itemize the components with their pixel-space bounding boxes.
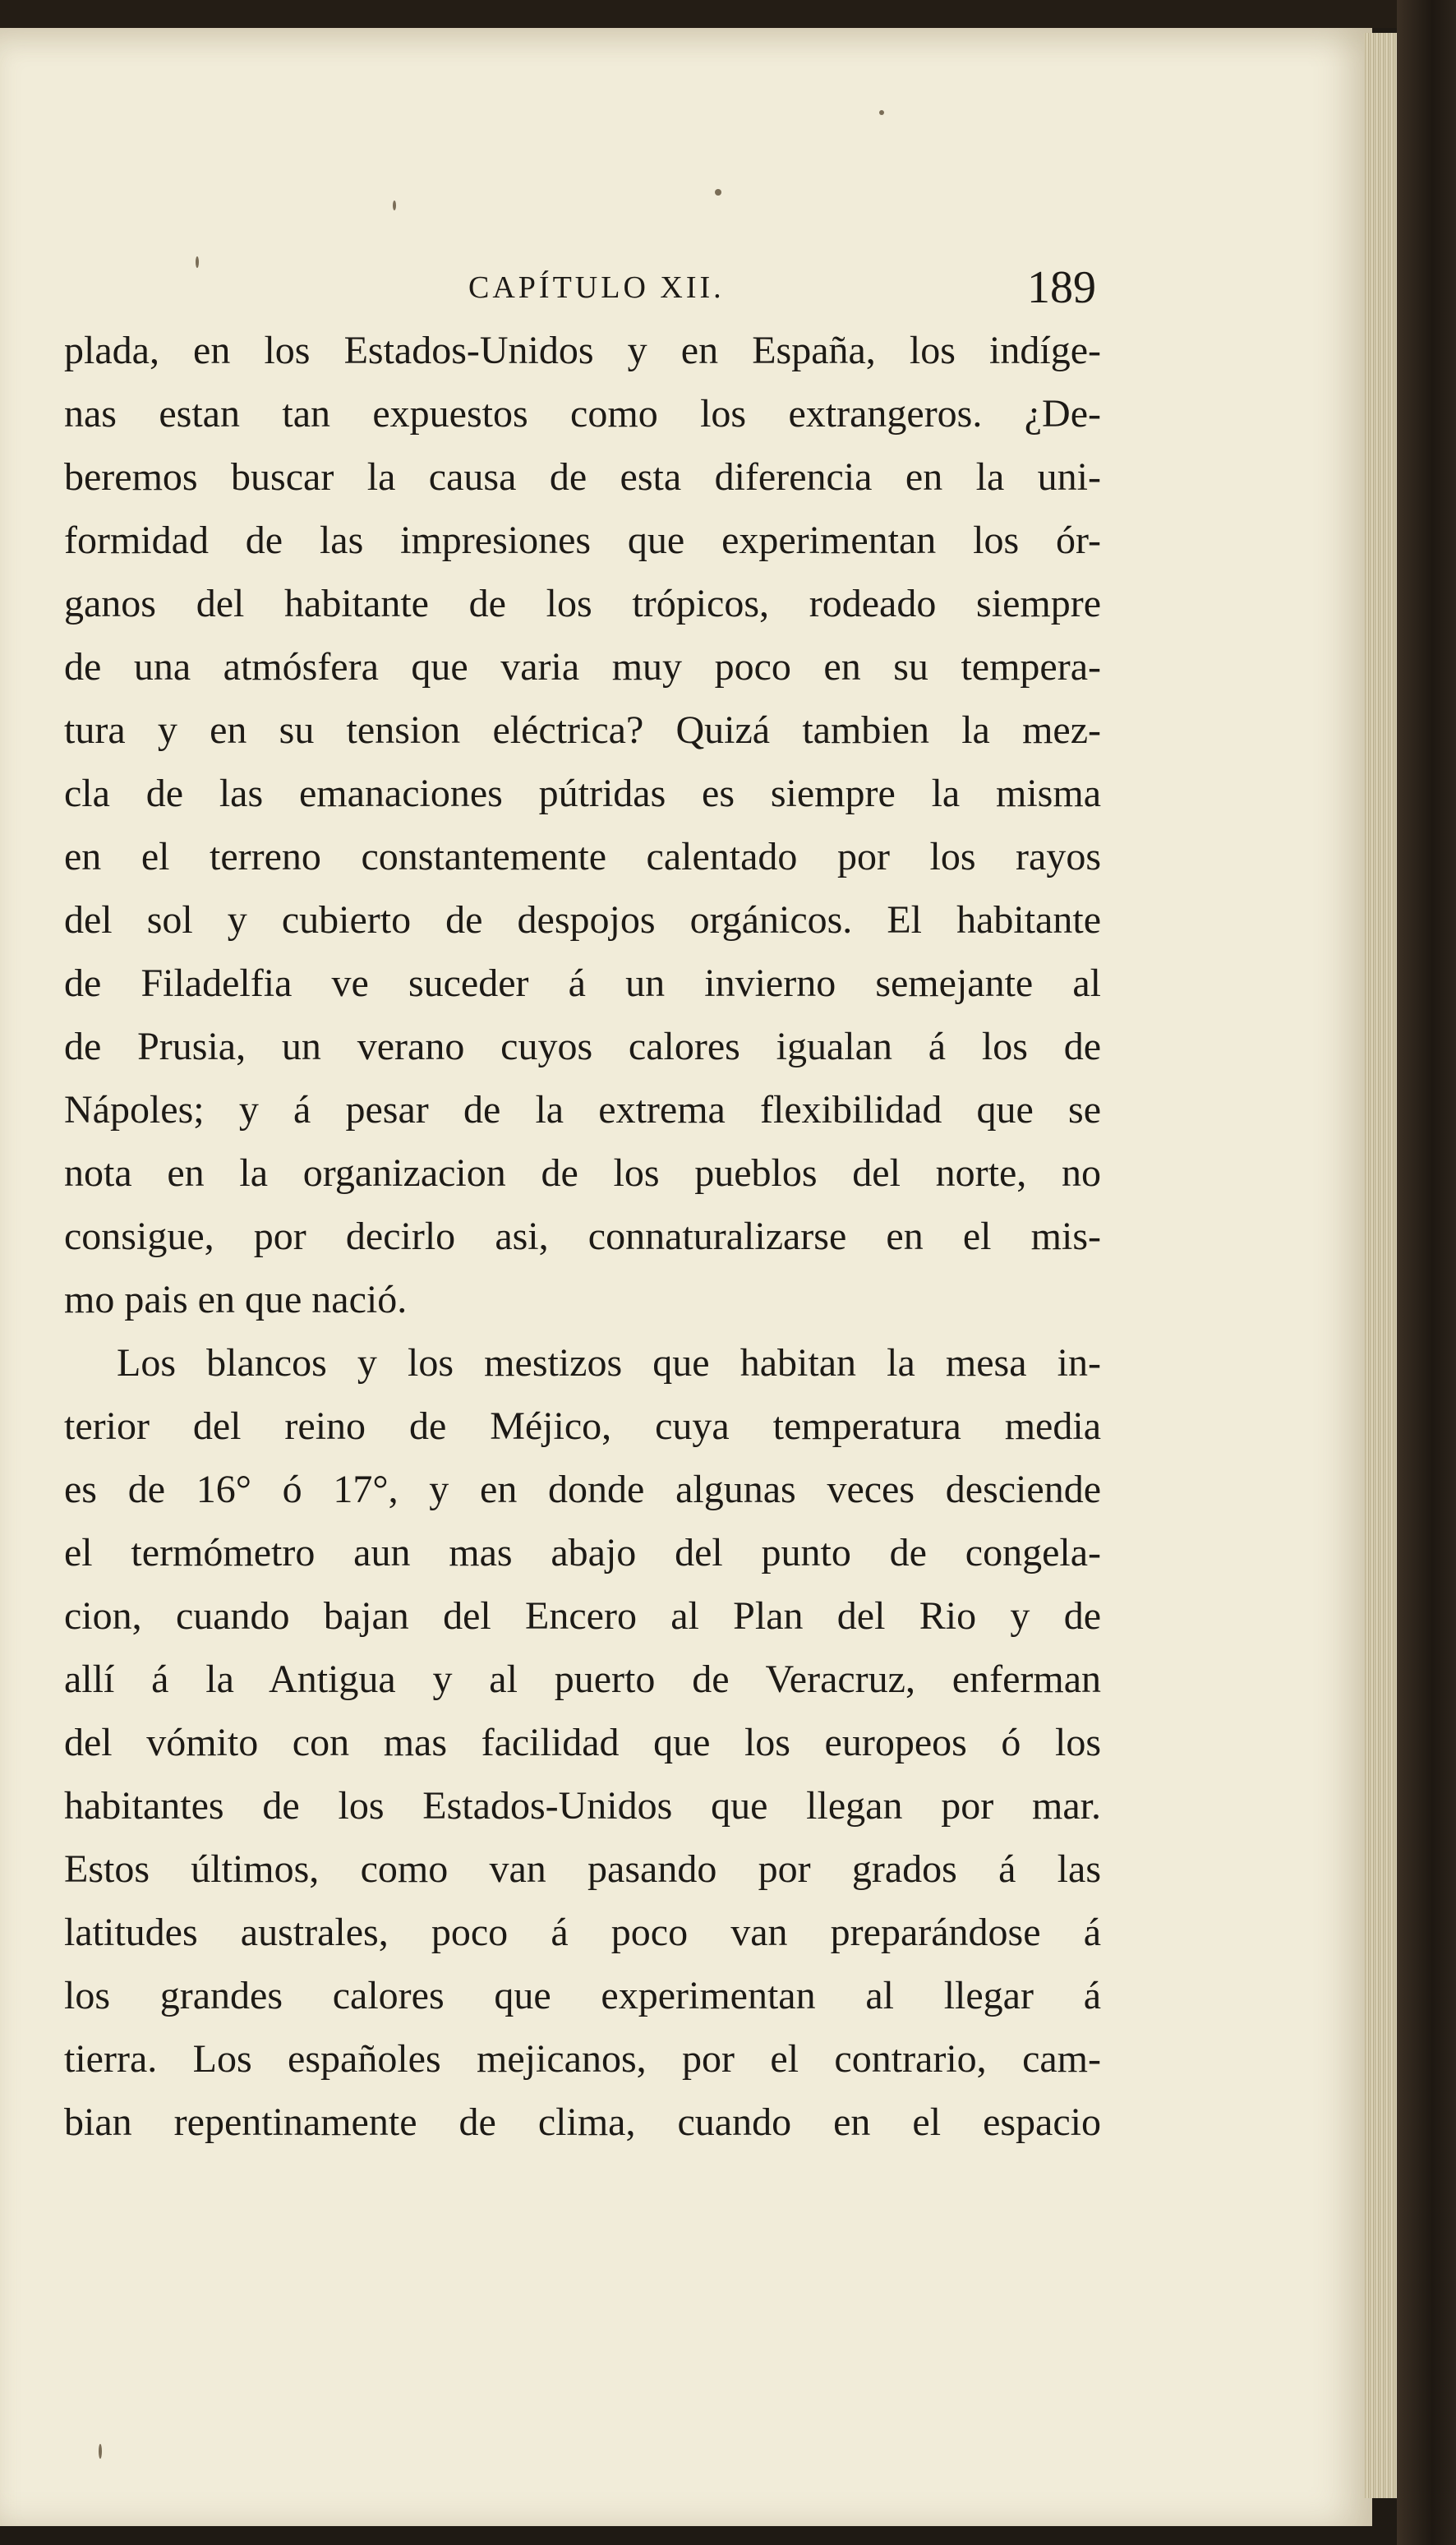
paper-speck [99, 2444, 102, 2459]
text-line: tura y en su tension eléctrica? Quizá tambien la mez- [64, 708, 1101, 752]
text-line: bian repentinamente de clima, cuando en el espacio [64, 2100, 1101, 2144]
text-line: consigue, por decirlo asi, connaturalizarse en el mis- [64, 1215, 1101, 1258]
paragraph-2 [64, 1331, 1101, 2154]
paragraph-1 [64, 319, 1101, 1331]
text-line: del vómito con mas facilidad que los europeos ó los [64, 1721, 1101, 1764]
text-line: tierra. Los españoles mejicanos, por el contrario, cam- [64, 2037, 1101, 2081]
text-line: formidad de las impresiones que experimentan los ór- [64, 519, 1101, 562]
text-line: de Filadelfia ve suceder á un invierno semejante al [64, 961, 1101, 1005]
paper-speck [715, 189, 721, 196]
page-fore-edge [1364, 33, 1397, 2498]
text-line: terior del reino de Méjico, cuya temperatura media [64, 1404, 1101, 1448]
page-number: 189 [1027, 262, 1096, 313]
text-line: beremos buscar la causa de esta diferencia en la uni- [64, 455, 1101, 499]
text-line: ganos del habitante de los trópicos, rodeado siempre [64, 582, 1101, 625]
running-head [0, 261, 1109, 327]
text-line: en el terreno constantemente calentado por los rayos [64, 835, 1101, 878]
book-spine [1397, 0, 1456, 2545]
text-line: los grandes calores que experimentan al llegar á [64, 1974, 1101, 2017]
text-line: allí á la Antigua y al puerto de Veracruz, enferman [64, 1657, 1101, 1701]
running-title: CAPÍTULO XII. [468, 270, 725, 305]
text-line: cla de las emanaciones pútridas es siempre la misma [64, 772, 1101, 815]
text-line: habitantes de los Estados-Unidos que llegan por mar. [64, 1784, 1101, 1828]
body-text [64, 319, 1101, 2154]
text-line: de Prusia, un verano cuyos calores igualan á los de [64, 1025, 1101, 1068]
text-line: cion, cuando bajan del Encero al Plan del Rio y de [64, 1594, 1101, 1638]
paper-speck [879, 110, 884, 115]
text-line: de una atmósfera que varia muy poco en su tempera- [64, 645, 1101, 689]
text-line: el termómetro aun mas abajo del punto de congela- [64, 1531, 1101, 1574]
text-line: latitudes australes, poco á poco van preparándose á [64, 1911, 1101, 1954]
text-line: nota en la organizacion de los pueblos del norte, no [64, 1151, 1101, 1195]
book-top-edge [0, 0, 1456, 28]
text-line: plada, en los Estados-Unidos y en España, los indíge- [64, 329, 1101, 372]
text-line: del sol y cubierto de despojos orgánicos. El habitante [64, 898, 1101, 942]
text-line: mo pais en que nació. [64, 1278, 408, 1321]
text-line: Los blancos y los mestizos que habitan la mesa in- [117, 1341, 1101, 1385]
text-line: Estos últimos, como van pasando por grados á las [64, 1847, 1101, 1891]
text-line: es de 16° ó 17°, y en donde algunas veces desciende [64, 1468, 1101, 1511]
text-line: nas estan tan expuestos como los extrangeros. ¿De- [64, 392, 1101, 436]
text-line: Nápoles; y á pesar de la extrema flexibilidad que se [64, 1088, 1101, 1132]
paper-speck [393, 201, 396, 210]
